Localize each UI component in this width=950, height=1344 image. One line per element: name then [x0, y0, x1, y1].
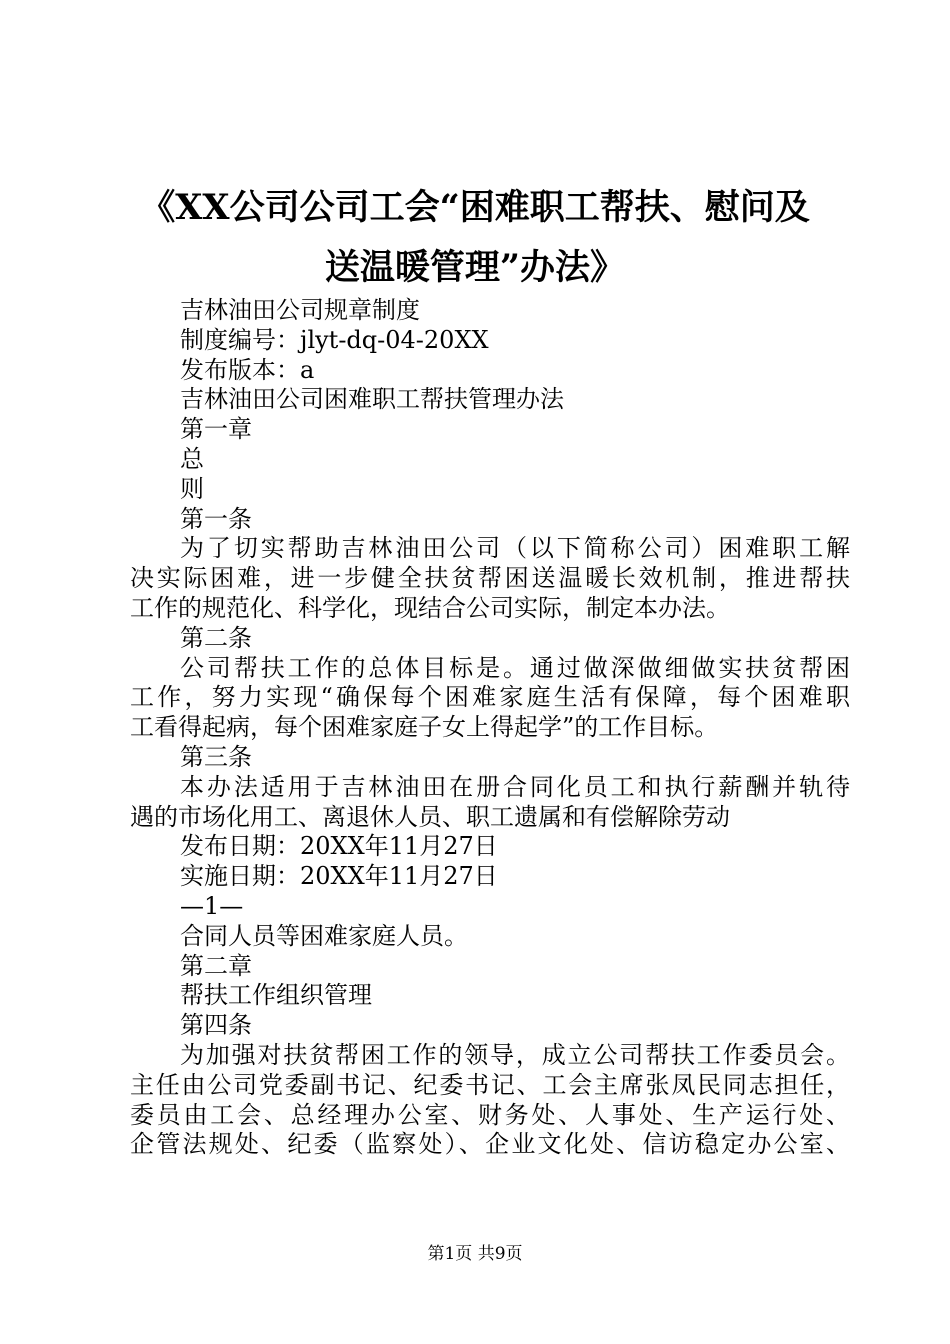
paragraph-line: 本办法适用于吉林油田在册合同化员工和执行薪酬并轨待 [180, 772, 850, 801]
effective-date: 实施日期：20XX年11月27日 [180, 862, 498, 891]
page-footer: 第1页 共9页 [427, 1244, 523, 1264]
org-name: 吉林油田公司规章制度 [180, 296, 420, 324]
regulation-number: 制度编号：jlyt-dq-04-20XX [180, 325, 489, 354]
paragraph-line: 主任由公司党委副书记、纪委书记、工会主席张凤民同志担任， [130, 1070, 850, 1099]
paragraph-line: 工作，努力实现“确保每个困难家庭生活有保障，每个困难职 [130, 683, 850, 712]
document-title-line-1: 《XX公司公司工会“困难职工帮扶、慰问及 [140, 187, 810, 228]
paragraph-line: 公司帮扶工作的总体目标是。通过做深做细做实扶贫帮困 [180, 653, 850, 682]
chapter-heading: 第二章 [180, 951, 252, 980]
paragraph-line: 遇的市场化用工、离退休人员、职工遗属和有偿解除劳动 [130, 802, 730, 831]
chapter-title-part: 总 [180, 444, 204, 473]
paragraph-line: 工作的规范化、科学化，现结合公司实际，制定本办法。 [130, 593, 730, 622]
paragraph-line: 为了切实帮助吉林油田公司（以下简称公司）困难职工解 [180, 534, 850, 563]
paragraph-line: 决实际困难，进一步健全扶贫帮困送温暖长效机制，推进帮扶 [130, 564, 850, 593]
document-title-line-2: 送温暖管理”办法》 [324, 247, 626, 288]
regulation-name: 吉林油田公司困难职工帮扶管理办法 [180, 385, 564, 414]
chapter-heading: 第一章 [180, 415, 252, 444]
paragraph-line: 委员由工会、总经理办公室、财务处、人事处、生产运行处、 [130, 1100, 850, 1129]
chapter-title: 帮扶工作组织管理 [180, 981, 372, 1010]
chapter-title-part: 则 [180, 474, 204, 503]
paragraph-line: 为加强对扶贫帮困工作的领导，成立公司帮扶工作委员会。 [180, 1040, 850, 1069]
document-body [130, 296, 850, 1160]
inner-page-marker: —1— [180, 891, 244, 920]
article-heading: 第一条 [180, 504, 252, 533]
paragraph-line: 企管法规处、纪委（监察处）、企业文化处、信访稳定办公室、 [130, 1130, 850, 1159]
article-heading: 第三条 [180, 742, 252, 771]
article-heading: 第四条 [180, 1011, 252, 1040]
paragraph-line: 合同人员等困难家庭人员。 [180, 921, 468, 950]
article-heading: 第二条 [180, 623, 252, 652]
publish-date: 发布日期：20XX年11月27日 [180, 832, 498, 861]
paragraph-line: 工看得起病，每个困难家庭子女上得起学”的工作目标。 [130, 713, 719, 742]
release-version: 发布版本：a [180, 355, 315, 384]
